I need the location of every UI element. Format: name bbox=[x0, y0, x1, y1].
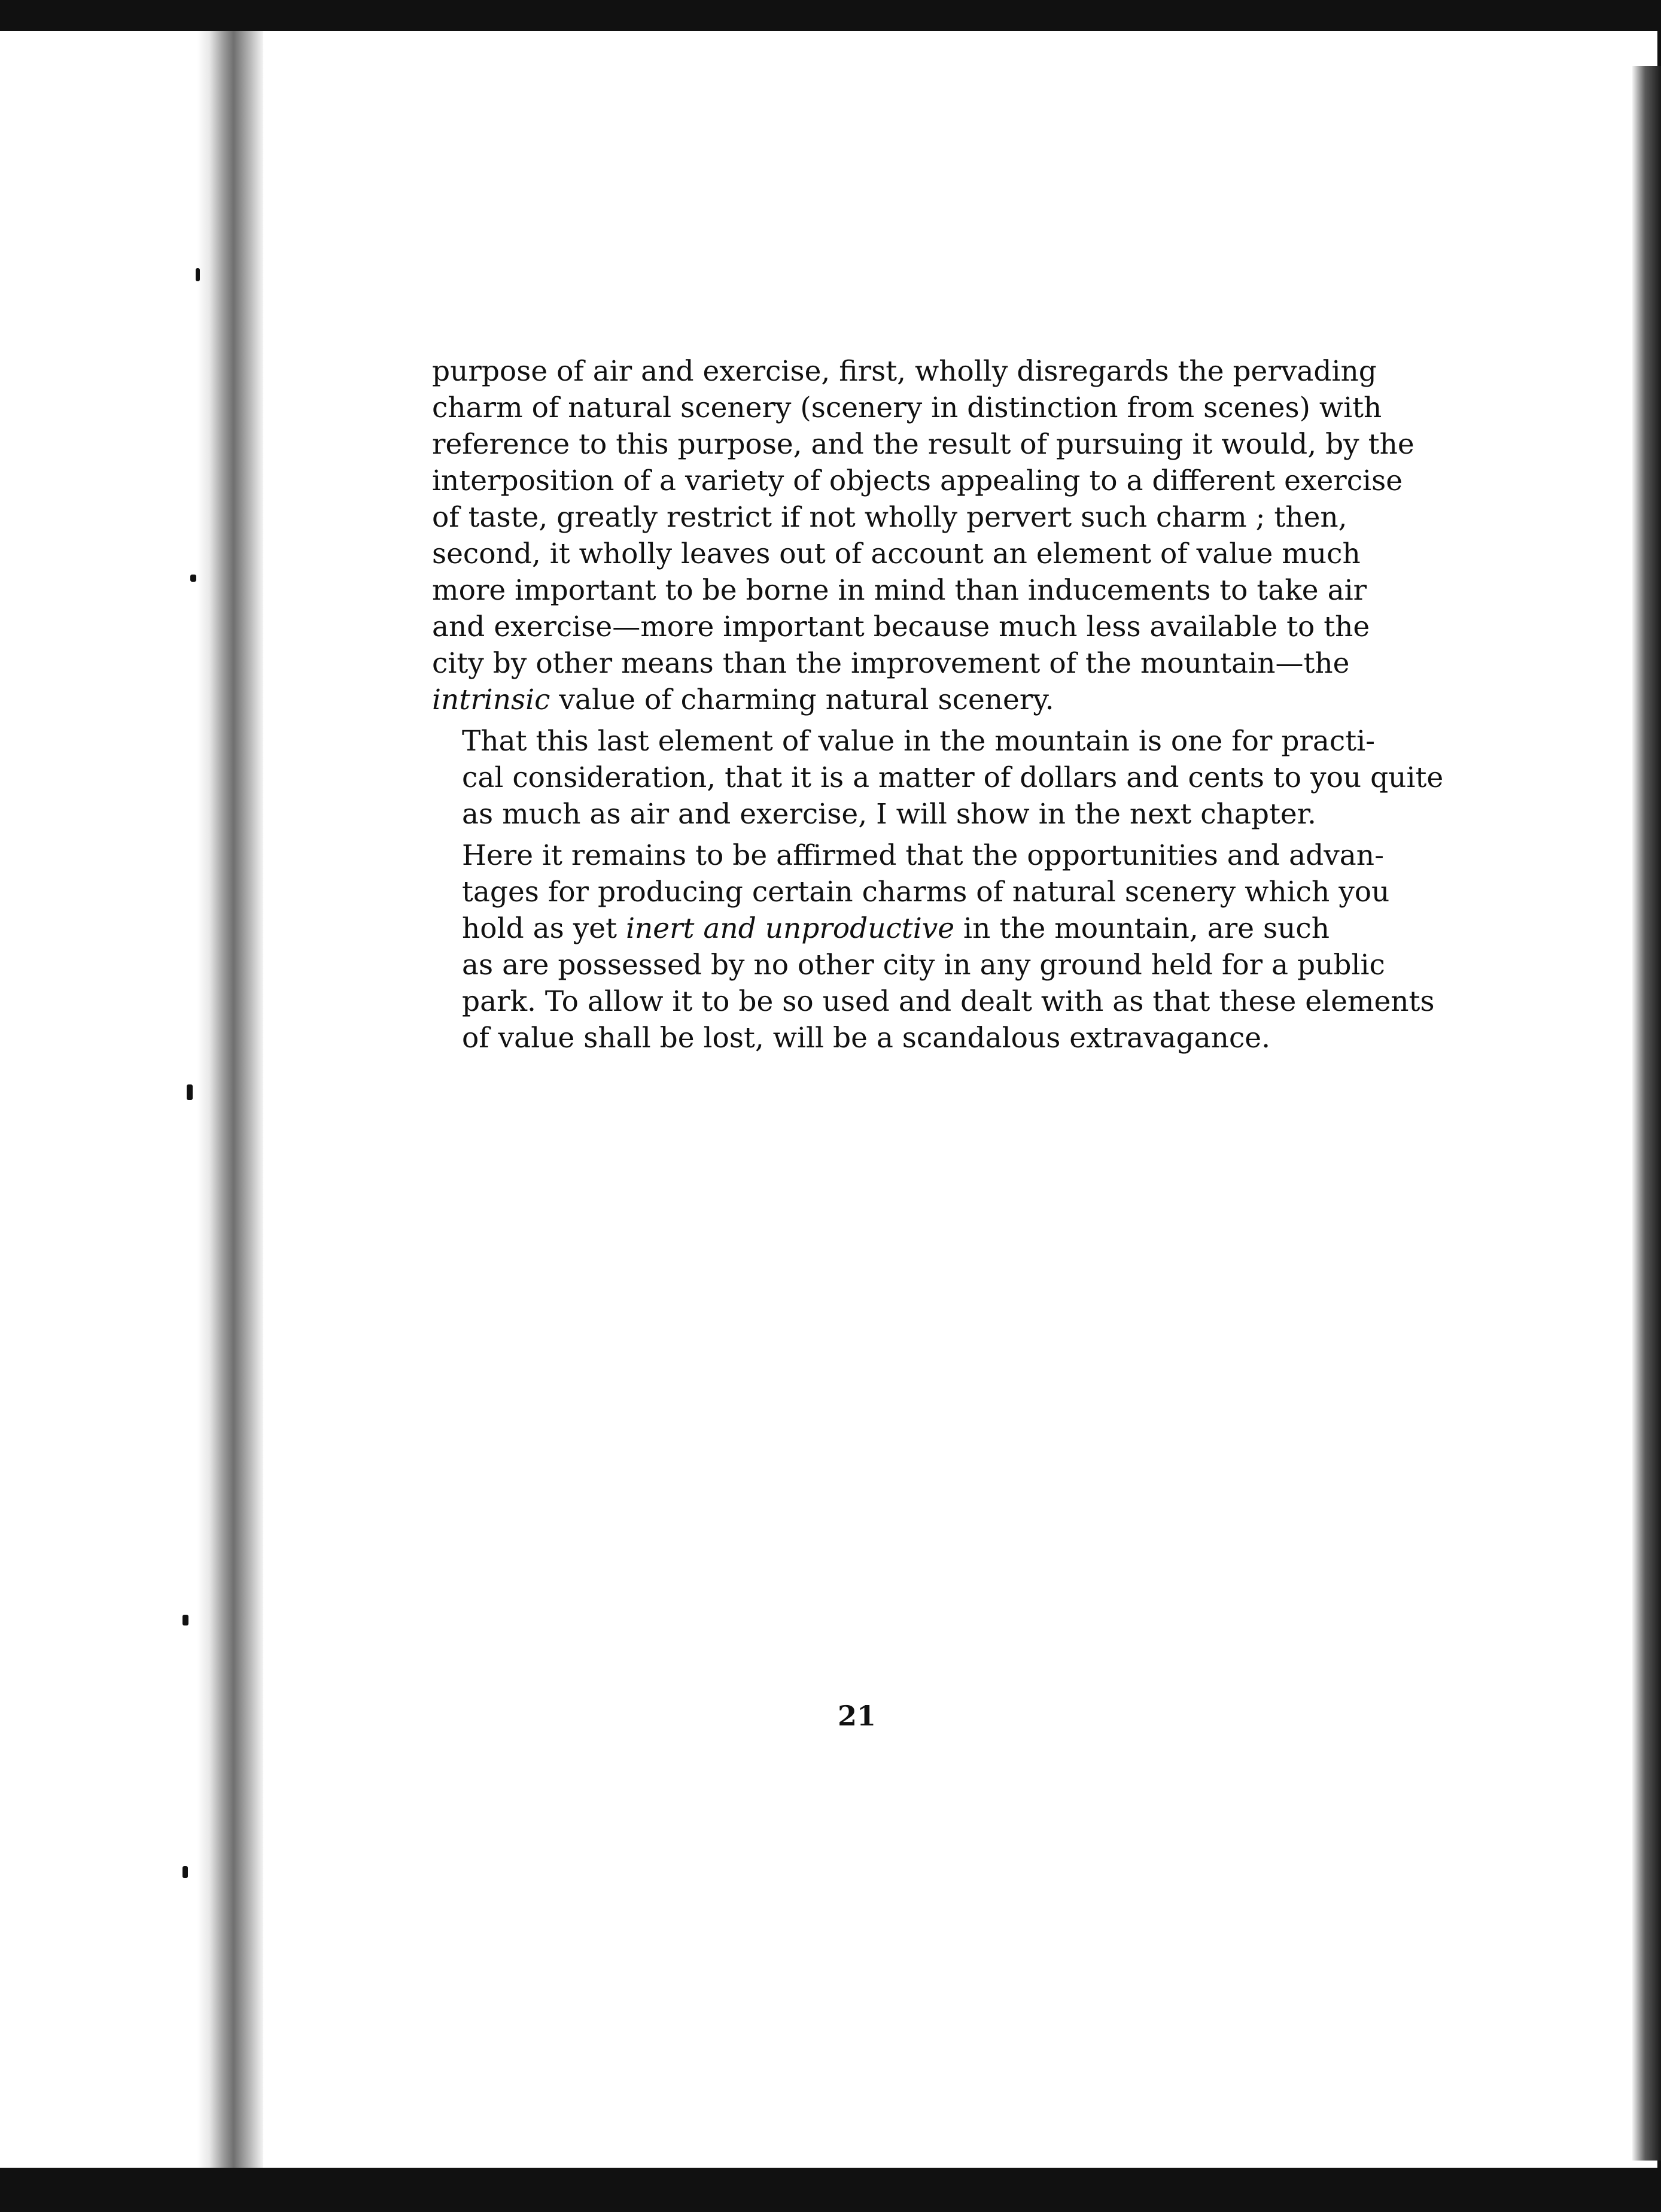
text-run: hold as yet bbox=[462, 912, 626, 945]
text-line: That this last element of value in the mountain is one for practi- bbox=[462, 725, 1376, 758]
text-line: of taste, greatly restrict if not wholly pervert such charm ; then, bbox=[432, 501, 1347, 534]
scan-speck bbox=[190, 575, 196, 582]
text-line: as much as air and exercise, I will show in the next chapter. bbox=[462, 798, 1316, 831]
paragraph-3 bbox=[432, 837, 1435, 1056]
body-text bbox=[432, 353, 1444, 1056]
text-line: tages for producing certain charms of natural scenery which you bbox=[462, 876, 1390, 908]
scan-speck bbox=[196, 268, 200, 281]
italic-word: intrinsic bbox=[432, 683, 550, 716]
text-line: interposition of a variety of objects appealing to a different exercise bbox=[432, 464, 1403, 497]
text-line: more important to be borne in mind than inducements to take air bbox=[432, 574, 1367, 607]
text-run: in the mountain, are such bbox=[954, 912, 1330, 945]
scan-speck bbox=[187, 1084, 193, 1100]
page-number: 21 bbox=[838, 1700, 877, 1732]
text-line: park. To allow it to be so used and dealt with as that these elements bbox=[462, 985, 1435, 1018]
text-line: charm of natural scenery (scenery in distinction from scenes) with bbox=[432, 391, 1382, 424]
text-line: second, it wholly leaves out of account an element of value much bbox=[432, 537, 1361, 570]
paragraph-2 bbox=[432, 723, 1444, 832]
text-run: value of charming natural scenery. bbox=[550, 683, 1054, 716]
text-line bbox=[432, 910, 1330, 947]
text-line: as are possessed by no other city in any ground held for a public bbox=[462, 949, 1385, 982]
book-gutter bbox=[197, 31, 263, 2168]
text-line bbox=[432, 682, 1330, 718]
page-edge-shadow bbox=[1632, 66, 1661, 2161]
text-line: city by other means than the improvement of the mountain—the bbox=[432, 647, 1350, 680]
text-line: cal consideration, that it is a matter of dollars and cents to you quite bbox=[462, 761, 1444, 794]
text-line: purpose of air and exercise, first, wholly disregards the pervading bbox=[432, 355, 1377, 388]
italic-phrase: inert and unproductive bbox=[625, 912, 955, 945]
scan-speck bbox=[182, 1615, 188, 1625]
paragraph-1 bbox=[432, 353, 1414, 718]
text-line: Here it remains to be affirmed that the opportunities and advan- bbox=[462, 839, 1384, 872]
text-line: and exercise—more important because much less available to the bbox=[432, 610, 1370, 643]
scan-speck bbox=[182, 1866, 188, 1878]
text-line: of value shall be lost, will be a scandalous extravagance. bbox=[462, 1022, 1271, 1055]
text-line: reference to this purpose, and the result of pursuing it would, by the bbox=[432, 428, 1414, 461]
